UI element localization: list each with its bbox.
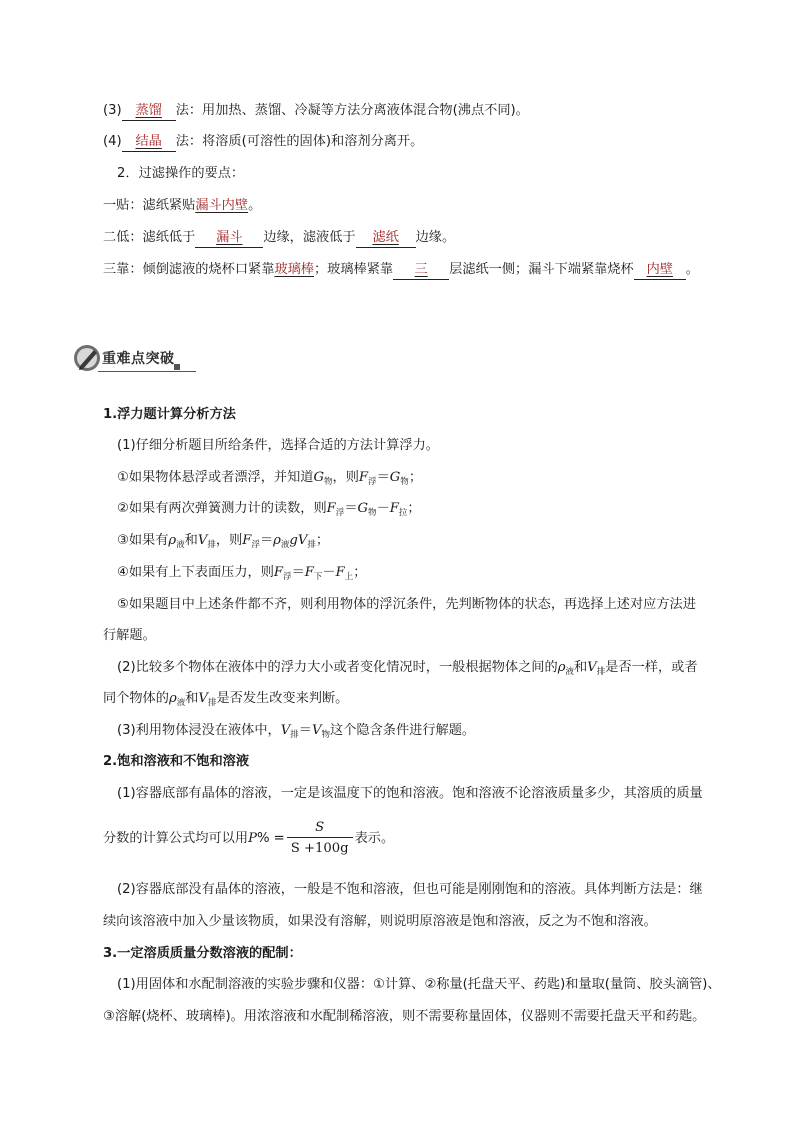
answer-text: 漏斗内壁 xyxy=(195,198,249,213)
buoyancy-point-2: (2)比较多个物体在液体中的浮力大小或者变化情况时，一般根据物体之间的$\rho_液$和$V_排$是否一样，或者 xyxy=(117,660,698,677)
saturated-point-1: (1)容器底部有晶体的溶液，一定是该温度下的饱和溶液。饱和溶液不论溶液质量多少，其溶质的质量 xyxy=(117,786,703,801)
answer-text: 玻璃棒 xyxy=(274,262,314,277)
divider xyxy=(98,371,196,372)
saturated-heading: 2.饱和溶液和不饱和溶液 xyxy=(103,754,250,769)
buoyancy-case-3: ③如果有$\rho_液$和$V_排$，则$F_浮=\rho_液gV_排$； xyxy=(117,533,330,550)
answer-blank: 结晶 xyxy=(122,133,176,152)
saturated-point-2-cont: 续向该溶液中加入少量该物质，如果没有溶解，则说明原溶液是饱和溶液，反之为不饱和溶液。 xyxy=(103,914,657,929)
buoyancy-case-1: ①如果物体悬浮或者漂浮，并知道$G_物$，则$F_浮=G_物$； xyxy=(117,470,422,487)
section-banner xyxy=(72,342,196,374)
answer-blank: 漏斗 xyxy=(195,229,263,248)
answer-blank: 蒸馏 xyxy=(122,102,176,121)
square-marker-icon xyxy=(174,364,180,370)
saturated-point-1-cont: 分数的计算公式均可以用P% = $\frac{S}{S +100g}$ 表示。 xyxy=(103,819,395,856)
buoyancy-heading: 1.浮力题计算分析方法 xyxy=(103,407,236,422)
filtration-rule-two: 二低：滤纸低于 漏斗 边缘，滤液低于 滤纸 边缘。 xyxy=(103,228,455,248)
method-crystallization: (4) 结晶 法：将溶质(可溶性的固体)和溶剂分离开。 xyxy=(103,132,423,152)
filtration-rule-three: 三靠：倾倒滤液的烧杯口紧靠玻璃棒；玻璃棒紧靠 三 层滤纸一侧；漏斗下端紧靠烧杯 内壁 。 xyxy=(103,260,699,280)
solution-prep-point-1: (1)用固体和水配制溶液的实验步骤和仪器：①计算、②称量(托盘天平、药匙)和量取(量筒、胶头滴管)、 xyxy=(117,977,721,992)
section-title: 重难点突破 xyxy=(102,351,175,367)
buoyancy-case-5: ⑤如果题目中上述条件都不齐，则利用物体的浮沉条件，先判断物体的状态，再选择上述对应方法进 xyxy=(117,597,696,612)
buoyancy-case-2: ②如果有两次弹簧测力计的读数，则$F_浮=G_物-F_拉$； xyxy=(117,501,421,518)
pencil-badge-icon xyxy=(72,342,104,374)
answer-blank: 三 xyxy=(393,261,449,280)
solution-prep-heading: 3.一定溶质质量分数溶液的配制： xyxy=(103,946,302,961)
answer-blank: 滤纸 xyxy=(356,229,416,248)
item-number: (4) xyxy=(103,134,122,149)
buoyancy-point-2-cont: 同个物体的$\rho_液$和$V_排$是否发生改变来判断。 xyxy=(103,691,349,708)
buoyancy-case-4: ④如果有上下表面压力，则$F_浮=F_下-F_上$； xyxy=(117,565,367,582)
answer-blank: 内壁 xyxy=(634,261,686,280)
buoyancy-point-1: (1)仔细分析题目所给条件，选择合适的方法计算浮力。 xyxy=(117,438,439,453)
buoyancy-case-5-cont: 行解题。 xyxy=(103,628,156,643)
filtration-rule-one: 一贴：滤纸紧贴漏斗内壁。 xyxy=(103,198,262,213)
item-number: (3) xyxy=(103,103,122,118)
buoyancy-point-3: (3)利用物体浸没在液体中，$V_排=V_物$这个隐含条件进行解题。 xyxy=(117,723,476,740)
saturated-point-2: (2)容器底部没有晶体的溶液，一般是不饱和溶液，但也可能是刚刚饱和的溶液。具体判断方法是：继 xyxy=(117,882,703,897)
mass-fraction-formula: $\frac{S}{S +100g}$ xyxy=(287,819,353,858)
solution-prep-point-1-cont: ③溶解(烧杯、玻璃棒)。用浓溶液和水配制稀溶液，则不需要称量固体，仪器则不需要托盘天平和药匙。 xyxy=(103,1009,706,1024)
method-distillation: (3) 蒸馏 法：用加热、蒸馏、冷凝等方法分离液体混合物(沸点不同)。 xyxy=(103,101,529,121)
filtration-heading: 2．过滤操作的要点： xyxy=(117,166,245,181)
